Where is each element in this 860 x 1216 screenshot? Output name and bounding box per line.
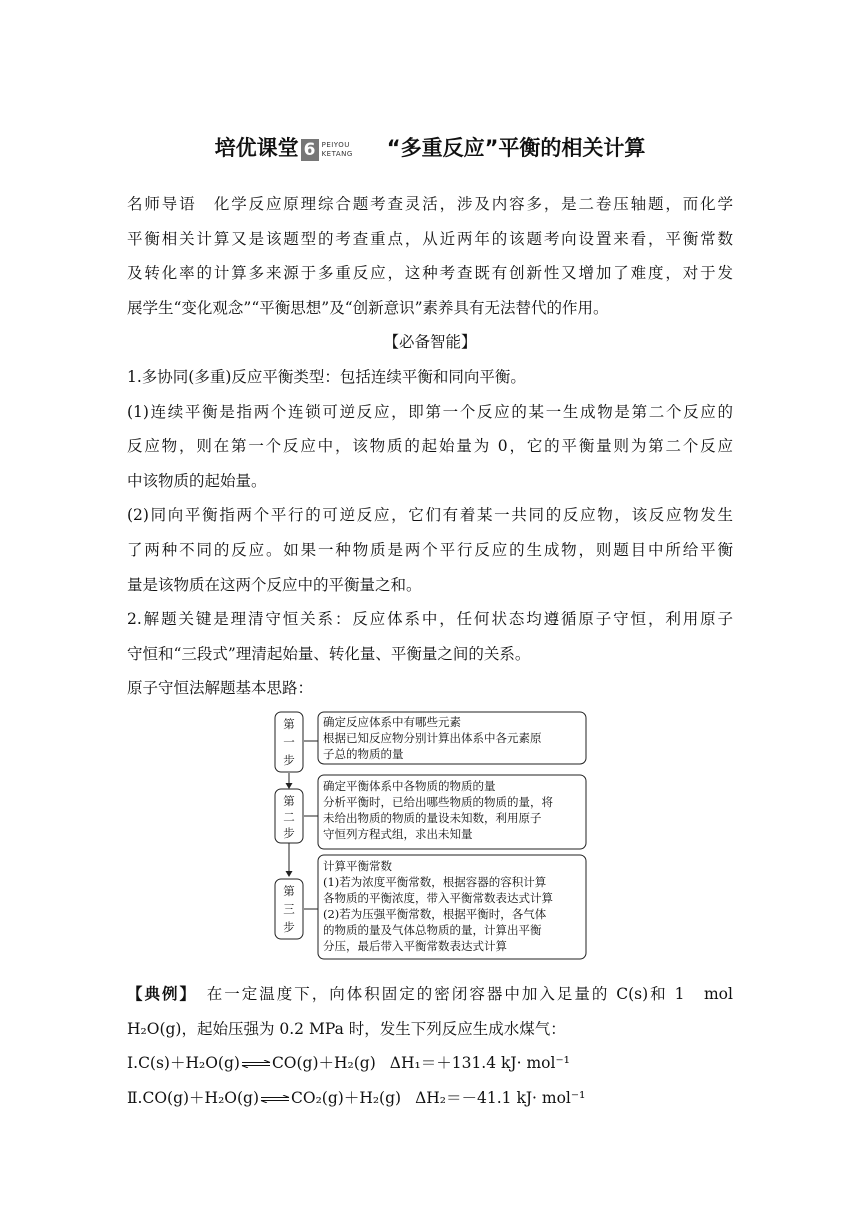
document-body — [127, 187, 733, 1115]
steps-flowchart — [274, 711, 588, 961]
reaction-dh-label: ΔH₂ — [415, 1088, 446, 1107]
title-part1: 培优课堂 — [214, 136, 299, 160]
body-line: 反应物，则在第一个反应中，该物质的起始量为 0，它的平衡量则为第二个反应 — [127, 437, 733, 456]
body-line: 守恒和“三段式”理清起始量、转化量、平衡量之间的关系。 — [127, 644, 531, 663]
example-line2: H₂O(g)，起始压强为 0.2 MPa 时，发生下列反应生成水煤气： — [127, 1019, 566, 1038]
badge-number: 6 — [301, 139, 319, 161]
step3-label-char: 三 — [283, 901, 295, 916]
body-line: 1.多协同(多重)反应平衡类型：包括连续平衡和同向平衡。 — [127, 367, 526, 386]
intro-line: 展学生“变化观念”“平衡思想”及“创新意识”素养具有无法替代的作用。 — [127, 298, 609, 317]
body-line: 了两种不同的反应。如果一种物质是两个平行反应的生成物，则题目中所给平衡 — [127, 540, 733, 559]
arrow-down-icon — [286, 783, 293, 789]
badge-pinyin-line2: KETANG — [321, 150, 353, 158]
badge-pinyin — [322, 141, 353, 159]
step2-line: 守恒列方程式组，求出未知量 — [323, 826, 473, 841]
body-line: (2)同向平衡指两个平行的可逆反应，它们有着某一共同的反应物，该反应物发生 — [127, 506, 733, 525]
step3-line: 各物质的平衡浓度，带入平衡常数表达式计算 — [323, 890, 553, 905]
body-line: (1)连续平衡是指两个连锁可逆反应，即第一个反应的某一生成物是第二个反应的 — [127, 402, 733, 421]
reaction-left: C(s)＋H₂O(g) — [138, 1054, 240, 1073]
step1-label-char: 一 — [283, 734, 295, 749]
step2-label-char: 步 — [283, 825, 295, 840]
example-label: 【典例】 — [127, 983, 190, 1003]
reaction-line — [127, 1046, 733, 1081]
page-title — [0, 132, 860, 162]
equilibrium-arrow-icon — [241, 1060, 271, 1068]
step3-label-char: 步 — [283, 919, 295, 934]
step3-label-char: 第 — [283, 883, 295, 898]
intro-line: 名师导语 化学反应原理综合题考查灵活，涉及内容多，是二卷压轴题，而化学 — [127, 195, 733, 213]
solution-steps-diagram — [127, 711, 733, 970]
reaction-left: CO(g)＋H₂O(g) — [142, 1088, 260, 1107]
step3-line: (1)若为浓度平衡常数，根据容器的容积计算 — [323, 874, 547, 889]
body-line: 2.解题关键是理清守恒关系：反应体系中，任何状态均遵循原子守恒，利用原子 — [127, 610, 733, 629]
body-line: 量是该物质在这两个反应中的平衡量之和。 — [127, 575, 422, 594]
reaction-dh-label: ΔH₁ — [389, 1054, 421, 1073]
step2-line: 未给出物质的物质的量设未知数，利用原子 — [323, 810, 542, 825]
reaction-prefix: Ⅰ. — [127, 1054, 139, 1073]
section-heading: 【必备智能】 — [383, 333, 477, 352]
reaction-line — [127, 1081, 733, 1116]
peiyou-badge — [301, 137, 353, 161]
body-line: 原子守恒法解题基本思路： — [127, 679, 314, 698]
step1-line: 子总的物质的量 — [323, 746, 404, 761]
step1-label-char: 步 — [283, 752, 295, 767]
reaction-right: CO₂(g)＋H₂(g) — [291, 1088, 402, 1107]
equilibrium-arrow-icon — [260, 1095, 290, 1103]
step1-label-char: 第 — [283, 716, 295, 731]
arrow-down-icon — [286, 871, 293, 877]
step2-label-char: 第 — [283, 793, 295, 808]
step2-label-char: 二 — [283, 809, 295, 824]
title-part2: “多重反应”平衡的相关计算 — [386, 136, 646, 160]
step3-line: 计算平衡常数 — [323, 858, 392, 873]
reaction-dh-value: ＝－41.1 kJ· mol⁻¹ — [446, 1088, 586, 1107]
step1-line: 根据已知反应物分别计算出体系中各元素原 — [323, 730, 542, 745]
step3-line: 分压，最后带入平衡常数表达式计算 — [323, 938, 507, 953]
step3-line: 的物质的量及气体总物质的量，计算出平衡 — [323, 922, 542, 937]
step2-line: 分析平衡时，已给出哪些物质的物质的量，将 — [323, 794, 553, 809]
reaction-prefix: Ⅱ. — [127, 1088, 143, 1107]
intro-line: 及转化率的计算多来源于多重反应，这种考查既有创新性又增加了难度，对于发 — [127, 264, 733, 283]
intro-line: 平衡相关计算又是该题型的考查重点，从近两年的该题考向设置来看，平衡常数 — [127, 229, 733, 248]
step1-line: 确定反应体系中有哪些元素 — [323, 714, 461, 729]
body-line: 中该物质的起始量。 — [127, 471, 267, 490]
reaction-dh-value: ＝＋131.4 kJ· mol⁻¹ — [420, 1054, 570, 1073]
reaction-right: CO(g)＋H₂(g) — [271, 1054, 376, 1073]
step2-line: 确定平衡体系中各物质的物质的量 — [323, 778, 496, 793]
example-text: 在一定温度下，向体积固定的密闭容器中加入足量的 C(s)和 1 mol — [189, 984, 733, 1003]
badge-pinyin-line1: PEIYOU — [321, 141, 350, 149]
step3-line: (2)若为压强平衡常数，根据平衡时，各气体 — [323, 906, 547, 921]
example-line1 — [127, 977, 733, 1012]
